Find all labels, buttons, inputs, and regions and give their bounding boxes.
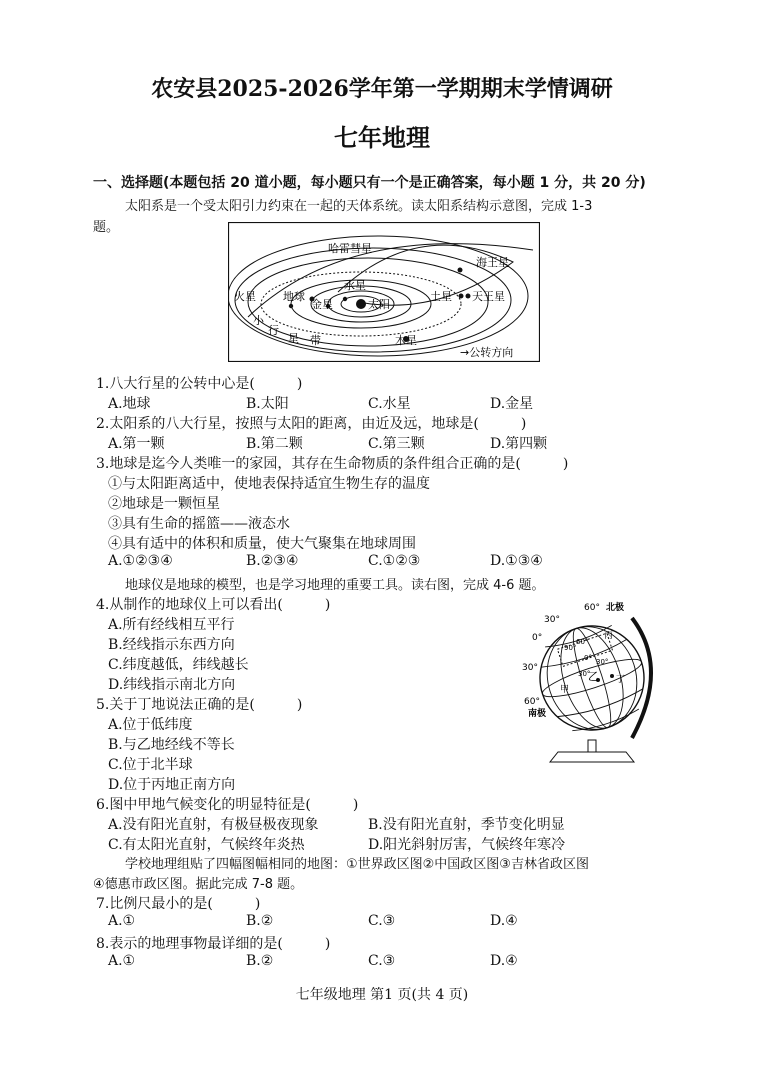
label-lon60: 60° <box>584 603 600 613</box>
section-heading: 一、选择题(本题包括 20 道小题，每小题只有一个是正确答案，每小题 1 分，共 20 分) <box>93 175 646 191</box>
label-asteroid-1: 小 <box>253 314 264 327</box>
q7-option-c[interactable]: C.③ <box>368 913 396 929</box>
q2-option-c[interactable]: C.第三颗 <box>368 436 425 452</box>
intro-1-line1: 太阳系是一个受太阳引力约束在一起的天体系统。读太阳系结构示意图，完成 1-3 <box>125 199 593 214</box>
q7-option-d[interactable]: D.④ <box>490 913 518 929</box>
label-asteroid-4: 带 <box>310 334 321 347</box>
label-yi: 乙 <box>588 670 599 683</box>
label-comet: 哈雷彗星 <box>328 242 372 255</box>
page-footer: 七年级地理 第1 页(共 4 页) <box>295 987 469 1003</box>
q5-option-d[interactable]: D.位于丙地正南方向 <box>108 777 236 793</box>
globe-diagram <box>520 598 670 768</box>
label-mars: 火星 <box>234 290 256 303</box>
q5-option-b[interactable]: B.与乙地经线不等长 <box>108 737 235 753</box>
label-venus: 金星 <box>311 298 333 311</box>
globe-point-ding <box>610 674 614 678</box>
label-grid-0: 0° <box>584 654 592 662</box>
intro-1-line2: 题。 <box>93 220 120 235</box>
q1-option-c[interactable]: C.水星 <box>368 396 411 412</box>
q8-option-d[interactable]: D.④ <box>490 953 518 969</box>
q3-item-4: ④具有适中的体积和质量，使大气聚集在地球周围 <box>108 536 416 552</box>
label-asteroid-2: 行 <box>268 324 279 337</box>
q5-option-c[interactable]: C.位于北半球 <box>108 757 193 773</box>
label-ding: 丁 <box>616 675 626 685</box>
label-lat30-top: 30° <box>544 615 560 625</box>
label-grid-30b: 30° <box>578 670 591 678</box>
intro-2-line1: 地球仪是地球的模型，也是学习地理的重要工具。读右图，完成 4-6 题。 <box>125 578 545 593</box>
label-neptune: 海王星 <box>476 256 509 269</box>
q3-option-d[interactable]: D.①③④ <box>490 553 543 569</box>
globe-base <box>550 752 634 762</box>
q3-option-a[interactable]: A.①②③④ <box>108 553 173 569</box>
q6-option-d[interactable]: D.阳光斜射厉害，气候终年寒冷 <box>368 837 566 853</box>
globe-stem <box>588 740 596 752</box>
label-jia: 甲 <box>560 685 570 695</box>
q4-stem: 4.从制作的地球仪上可以看出( ) <box>96 597 331 613</box>
q4-option-a[interactable]: A.所有经线相互平行 <box>108 617 235 633</box>
label-earth: 地球 <box>283 290 305 303</box>
label-asteroid-3: 星 <box>288 332 299 345</box>
q4-option-d[interactable]: D.纬线指示南北方向 <box>108 677 236 693</box>
q2-option-d[interactable]: D.第四颗 <box>490 436 548 452</box>
label-bing: 丙 <box>604 631 614 641</box>
q2-option-a[interactable]: A.第一颗 <box>108 436 165 452</box>
q4-option-b[interactable]: B.经线指示东西方向 <box>108 637 235 653</box>
exam-title: 农安县2025-2026学年第一学期期末学情调研 <box>151 76 613 102</box>
q8-option-b[interactable]: B.② <box>246 953 274 969</box>
q2-stem: 2.太阳系的八大行星，按照与太阳的距离，由近及远，地球是( ) <box>96 416 527 432</box>
uranus-mark <box>466 294 471 299</box>
exam-subtitle: 七年地理 <box>334 124 430 152</box>
label-lat60-left: 60° <box>524 697 540 707</box>
q1-stem: 1.八大行星的公转中心是( ) <box>96 376 303 392</box>
q3-item-3: ③具有生命的摇篮——液态水 <box>108 516 290 532</box>
solar-system-diagram <box>228 222 540 362</box>
label-legend: →公转方向 <box>460 346 514 359</box>
mars-mark <box>289 304 293 308</box>
label-grid-60: 60° <box>576 638 589 646</box>
label-mercury: 水星 <box>344 279 366 292</box>
label-jupiter: 木星 <box>395 334 417 347</box>
q8-option-a[interactable]: A.① <box>108 953 136 969</box>
q5-option-a[interactable]: A.位于低纬度 <box>108 717 193 733</box>
intro-3-line2: ④德惠市政区图。据此完成 7-8 题。 <box>93 877 304 892</box>
q8-option-c[interactable]: C.③ <box>368 953 396 969</box>
q4-option-c[interactable]: C.纬度越低，纬线越长 <box>108 657 249 673</box>
q8-stem: 8.表示的地理事物最详细的是( ) <box>96 936 331 952</box>
sun-mark <box>356 299 366 309</box>
label-north-pole: 北极 <box>606 603 625 613</box>
intro-3-line1: 学校地理组贴了四幅图幅相同的地图：①世界政区图②中国政区图③吉林省政区图 <box>125 857 589 872</box>
q1-option-b[interactable]: B.太阳 <box>246 396 289 412</box>
q7-stem: 7.比例尺最小的是( ) <box>96 896 261 912</box>
q6-stem: 6.图中甲地气候变化的明显特征是( ) <box>96 797 359 813</box>
label-grid-30a: 30° <box>596 658 609 666</box>
q3-option-c[interactable]: C.①②③ <box>368 553 421 569</box>
label-grid-90: 90° <box>564 644 577 652</box>
neptune-mark <box>458 268 463 273</box>
q3-option-b[interactable]: B.②③④ <box>246 553 299 569</box>
mercury-mark <box>343 297 347 301</box>
q7-option-a[interactable]: A.① <box>108 913 136 929</box>
label-south-pole: 南极 <box>528 709 547 719</box>
q3-item-2: ②地球是一颗恒星 <box>108 496 220 512</box>
q3-stem: 3.地球是迄今人类唯一的家园，其存在生命物质的条件组合正确的是( ) <box>96 456 569 472</box>
q5-stem: 5.关于丁地说法正确的是( ) <box>96 697 303 713</box>
q7-option-b[interactable]: B.② <box>246 913 274 929</box>
q6-option-a[interactable]: A.没有阳光直射，有极昼极夜现象 <box>108 817 319 833</box>
label-saturn: 土星 <box>430 290 452 303</box>
q3-item-1: ①与太阳距离适中，使地表保持适宜生物生存的温度 <box>108 476 430 492</box>
saturn-mark <box>459 294 464 299</box>
q6-option-c[interactable]: C.有太阳光直射，气候终年炎热 <box>108 837 305 853</box>
q6-option-b[interactable]: B.没有阳光直射，季节变化明显 <box>368 817 565 833</box>
q2-option-b[interactable]: B.第二颗 <box>246 436 303 452</box>
label-lat30-left: 30° <box>522 663 538 673</box>
label-lat0: 0° <box>532 633 543 643</box>
q1-option-a[interactable]: A.地球 <box>108 396 151 412</box>
q1-option-d[interactable]: D.金星 <box>490 396 534 412</box>
label-uranus: 天王星 <box>472 290 505 303</box>
label-sun: 太阳 <box>368 298 390 311</box>
